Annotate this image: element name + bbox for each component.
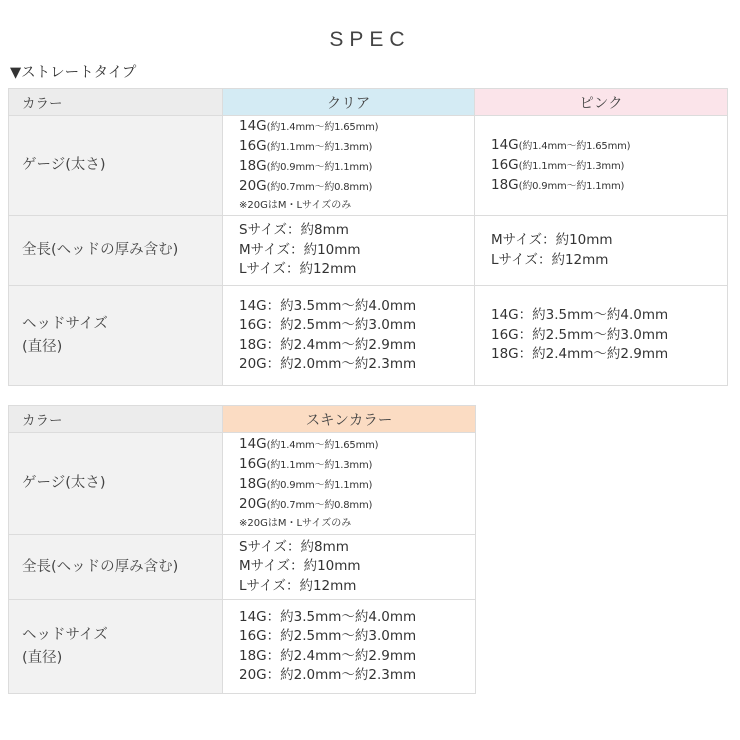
gauge-row-label: ゲージ(太さ) bbox=[9, 116, 223, 216]
color-header-skin: スキンカラー bbox=[223, 406, 476, 433]
gauge-note: ※20GはM・Lサイズのみ bbox=[239, 200, 352, 211]
length-line: Sサイズ：約8mm bbox=[239, 222, 349, 239]
gauge-line: 18G(約0.9mm〜約1.1mm) bbox=[491, 176, 625, 193]
head-line: 18G：約2.4mm〜約2.9mm bbox=[491, 346, 669, 363]
length-line: Mサイズ：約10mm bbox=[239, 558, 361, 575]
pink-length-cell bbox=[475, 216, 728, 286]
clear-gauge-cell bbox=[223, 116, 475, 216]
color-header-clear: クリア bbox=[223, 89, 475, 116]
color-header-label: カラー bbox=[9, 89, 223, 116]
gauge-line: 18G(約0.9mm〜約1.1mm) bbox=[239, 158, 373, 174]
skin-gauge-cell bbox=[223, 433, 476, 535]
head-line: 16G：約2.5mm〜約3.0mm bbox=[491, 326, 669, 343]
color-header-label: カラー bbox=[9, 406, 223, 433]
length-line: Lサイズ：約12mm bbox=[239, 577, 357, 594]
gauge-line: 16G(約1.1mm〜約1.3mm) bbox=[491, 156, 625, 173]
gauge-line: 16G(約1.1mm〜約1.3mm) bbox=[239, 138, 373, 154]
skin-head-cell bbox=[223, 600, 476, 694]
page-title: SPEC bbox=[329, 28, 411, 51]
length-line: Mサイズ：約10mm bbox=[491, 232, 613, 248]
length-line: Lサイズ：約12mm bbox=[239, 261, 357, 278]
pink-gauge-cell bbox=[475, 116, 728, 216]
head-line: 14G：約3.5mm〜約4.0mm bbox=[239, 608, 417, 625]
length-row-label: 全長(ヘッドの厚み含む) bbox=[9, 216, 223, 286]
gauge-row-label: ゲージ(太さ) bbox=[9, 433, 223, 535]
gauge-line: 20G(約0.7mm〜約0.8mm) bbox=[239, 178, 373, 194]
head-line: 16G：約2.5mm〜約3.0mm bbox=[239, 317, 417, 333]
gauge-line: 16G(約1.1mm〜約1.3mm) bbox=[239, 456, 373, 472]
length-line: Lサイズ：約12mm bbox=[491, 251, 609, 268]
head-line: 14G：約3.5mm〜約4.0mm bbox=[491, 307, 669, 324]
head-row-label: ヘッドサイズ (直径) bbox=[9, 600, 223, 694]
head-line: 16G：約2.5mm〜約3.0mm bbox=[239, 628, 417, 644]
skin-length-cell bbox=[223, 535, 476, 600]
head-line: 14G：約3.5mm〜約4.0mm bbox=[239, 297, 417, 314]
clear-length-cell bbox=[223, 216, 475, 286]
length-row-label: 全長(ヘッドの厚み含む) bbox=[9, 535, 223, 600]
head-row-label: ヘッドサイズ (直径) bbox=[9, 286, 223, 386]
section-heading: ▼ストレートタイプ bbox=[10, 65, 137, 81]
gauge-line: 14G(約1.4mm〜約1.65mm) bbox=[491, 136, 631, 153]
head-line: 18G：約2.4mm〜約2.9mm bbox=[239, 647, 417, 664]
gauge-line: 14G(約1.4mm〜約1.65mm) bbox=[239, 118, 379, 134]
color-header-pink: ピンク bbox=[475, 89, 728, 116]
pink-head-cell bbox=[475, 286, 728, 386]
clear-head-cell bbox=[223, 286, 475, 386]
length-line: Sサイズ：約8mm bbox=[239, 538, 349, 555]
spec-table-clear-pink bbox=[8, 88, 728, 386]
spec-table-skin bbox=[8, 405, 476, 694]
gauge-line: 14G(約1.4mm〜約1.65mm) bbox=[239, 436, 379, 452]
gauge-line: 20G(約0.7mm〜約0.8mm) bbox=[239, 496, 373, 512]
head-line: 20G：約2.0mm〜約2.3mm bbox=[239, 667, 417, 683]
head-line: 18G：約2.4mm〜約2.9mm bbox=[239, 336, 417, 353]
gauge-line: 18G(約0.9mm〜約1.1mm) bbox=[239, 476, 373, 492]
head-line: 20G：約2.0mm〜約2.3mm bbox=[239, 356, 417, 372]
gauge-note: ※20GはM・Lサイズのみ bbox=[239, 518, 352, 529]
length-line: Mサイズ：約10mm bbox=[239, 241, 361, 258]
